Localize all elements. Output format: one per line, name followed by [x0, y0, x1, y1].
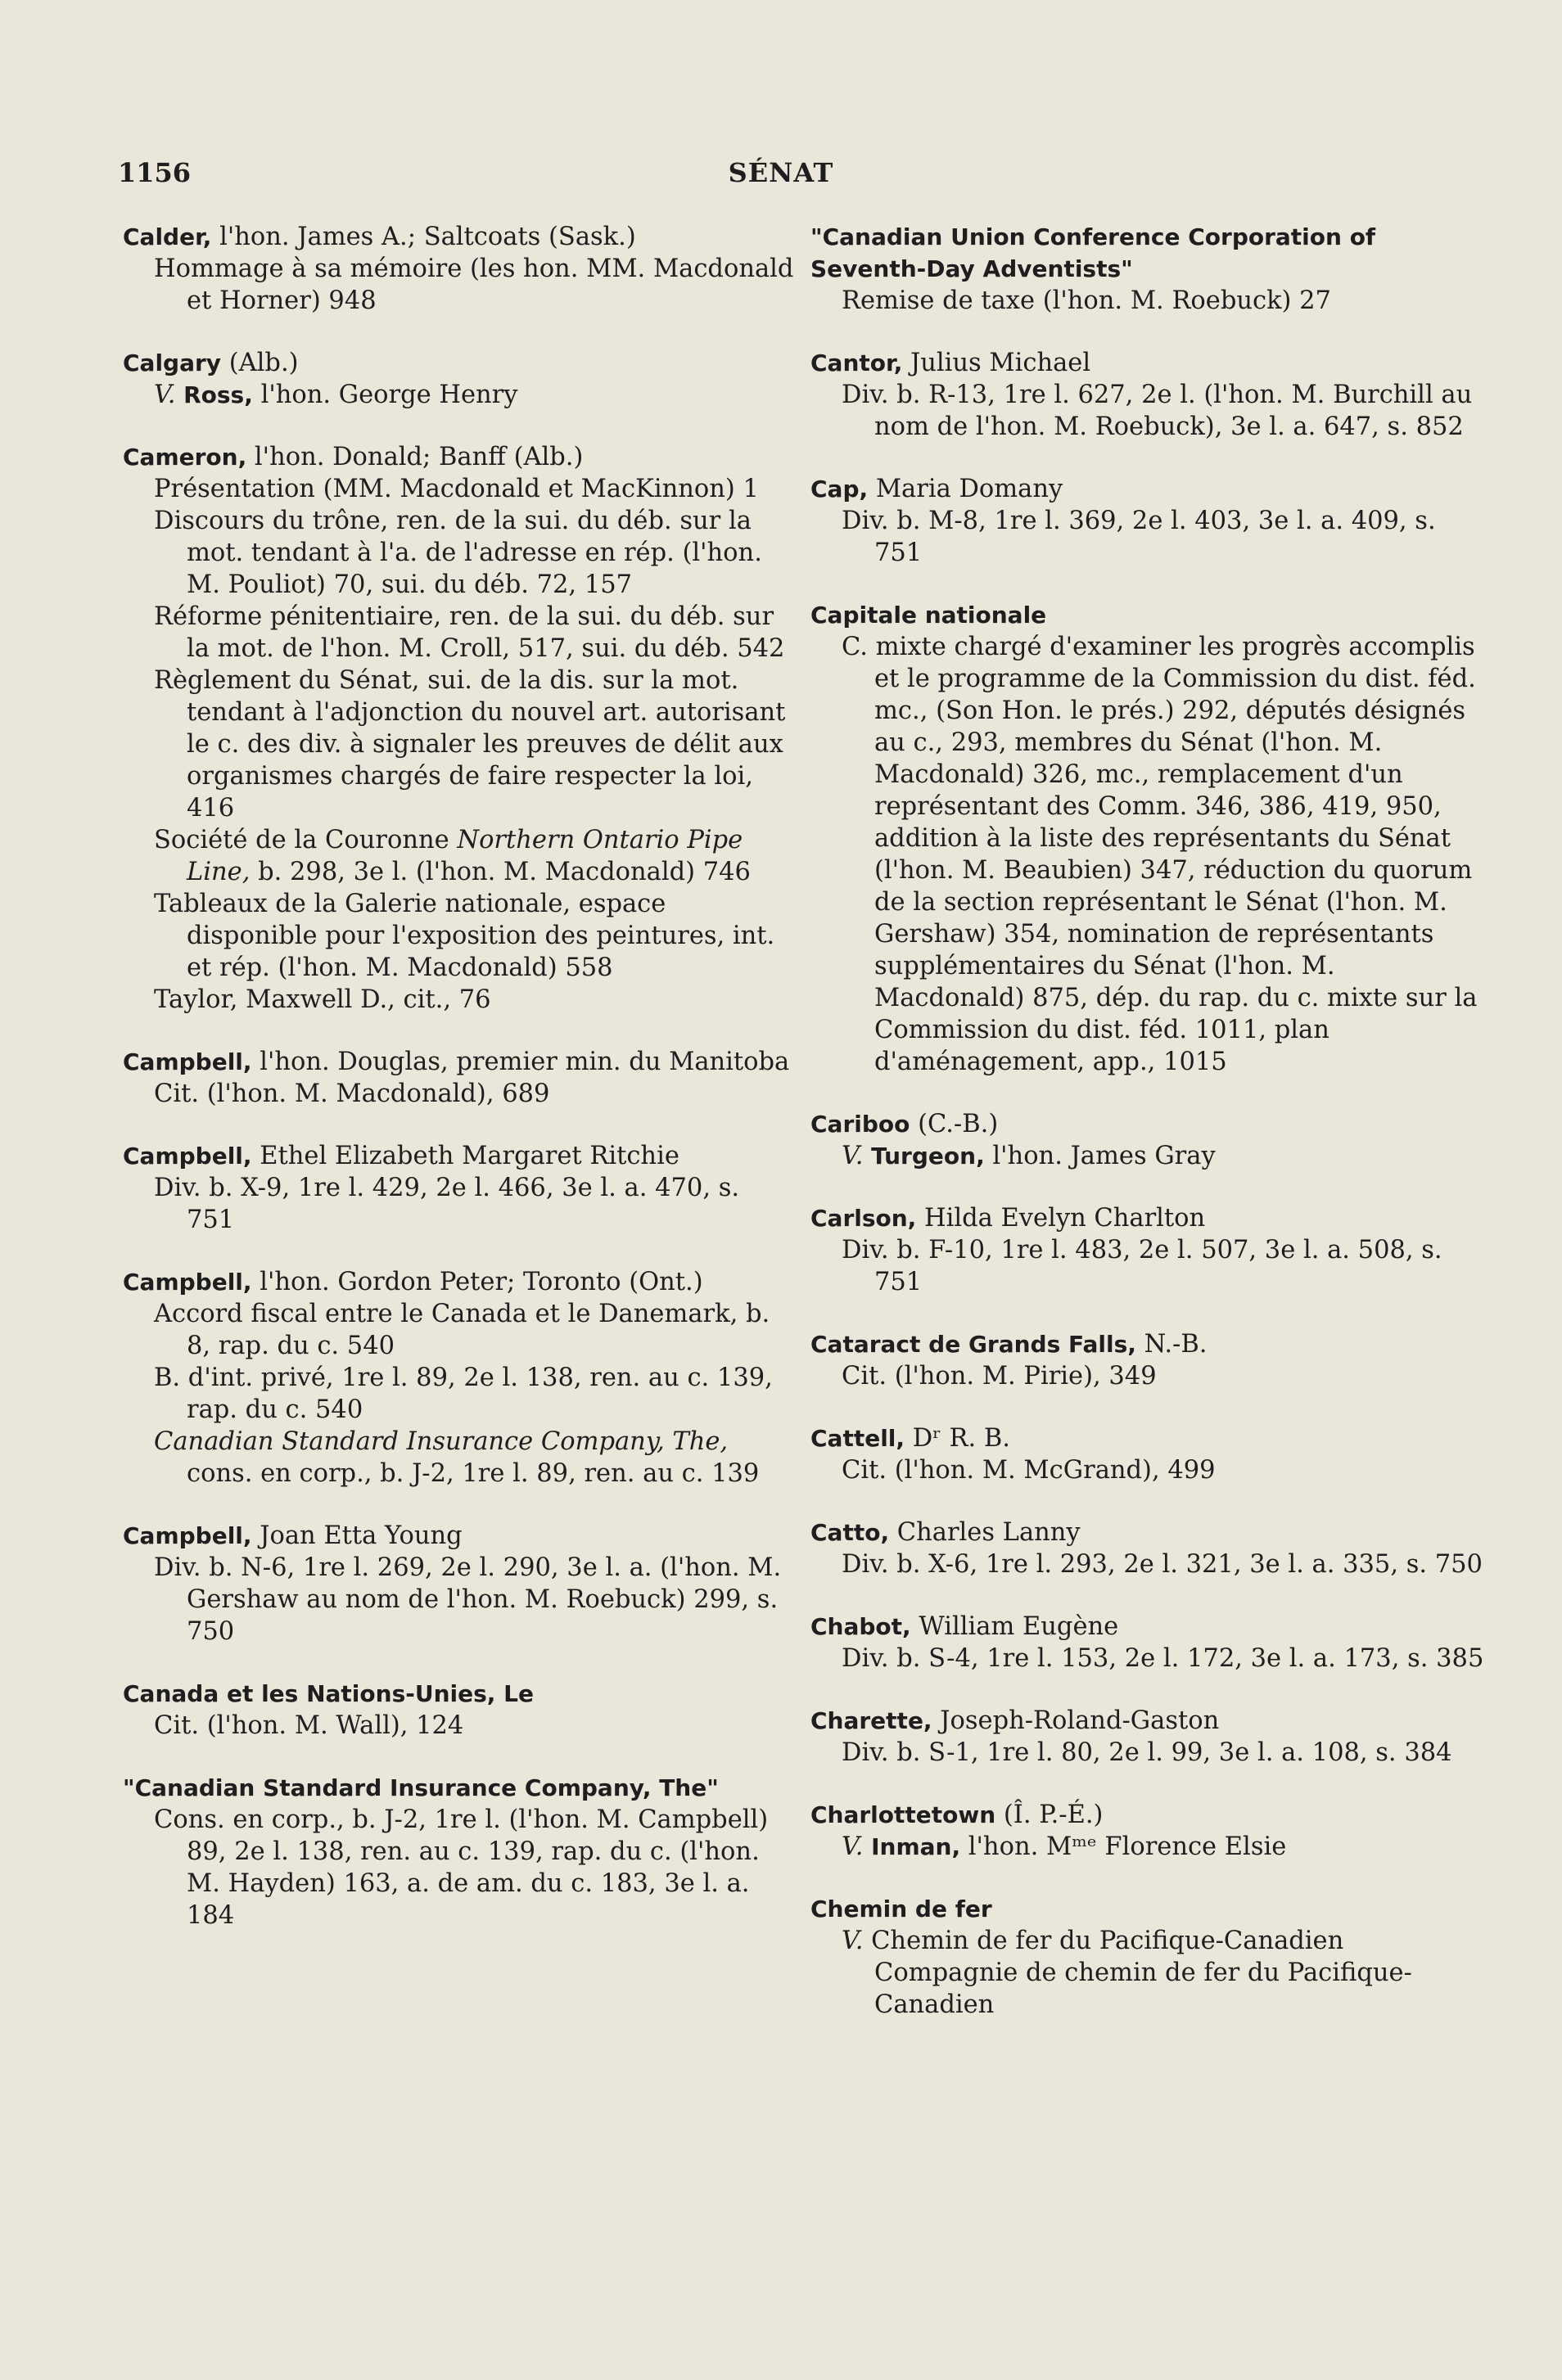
entry-subentry	[810, 1831, 1488, 1863]
entry-headword: Charette,	[810, 1707, 932, 1734]
subentry-text: Taylor, Maxwell D., cit., 76	[154, 985, 491, 1014]
subentry-text: Cit. (l'hon. M. Macdonald), 689	[154, 1080, 550, 1108]
entry-heading	[810, 221, 1488, 285]
entry-subentry	[123, 824, 794, 888]
subentry-text: Div. b. X-9, 1re l. 429, 2e l. 466, 3e l. a. 470, s. 751	[154, 1174, 740, 1234]
subentry-text: Remise de taxe (l'hon. M. Roebuck) 27	[842, 286, 1331, 315]
entry-subentry	[123, 601, 794, 665]
entry-subentry	[123, 888, 794, 984]
entry-heading-detail: l'hon. Donald; Banff (Alb.)	[246, 443, 584, 471]
entry-heading	[123, 1140, 794, 1172]
index-entry	[810, 1108, 1488, 1172]
entry-headword: Calgary	[123, 349, 222, 376]
subentry-text: C. mixte chargé d'examiner les progrès accomplis et le programme de la Commission du dist. féd. mc., (Son Hon. le prés.) 292, députés désignés au c., 293, membres du Sénat (l'hon. M. Macdonald) 326, mc., remplacement d'un représentant des Comm. 346, 386, 419, 950, addition à la liste des représentants du Sénat (l'hon. M. Beaubien) 347, réduction du quorum de la section représentant le Sénat (l'hon. M. Gershaw) 354, nomination de représentants supplémentaires du Sénat (l'hon. M. Macdonald) 875, dép. du rap. du c. mixte sur la Commission du dist. féd. 1011, plan d'aménagement, app., 1015	[842, 633, 1478, 1076]
index-entry	[123, 1266, 794, 1490]
index-column-left	[123, 221, 794, 1962]
entry-heading-detail: Joan Etta Young	[251, 1521, 463, 1550]
index-entry	[123, 1678, 794, 1742]
entry-subentry	[123, 984, 794, 1016]
index-entry	[810, 473, 1488, 569]
index-entry	[810, 1202, 1488, 1298]
entry-subentry	[123, 1078, 794, 1110]
entry-subentry	[810, 1643, 1488, 1675]
subentry-text: Cons. en corp., b. J-2, 1re l. (l'hon. M. Campbell) 89, 2e l. 138, ren. au c. 139, rap. du c. (l'hon. M. Hayden) 163, a. de am. du c. 183, 3e l. a. 184	[154, 1805, 769, 1930]
italic-title: Northern Ontario Pipe Line,	[187, 826, 743, 886]
subentry-text: Div. b. R-13, 1re l. 627, 2e l. (l'hon. M. Burchill au nom de l'hon. M. Roebuck), 3e l. a. 647, s. 852	[842, 381, 1473, 441]
entry-heading	[810, 1799, 1488, 1831]
entry-heading	[810, 1611, 1488, 1643]
entry-heading-detail: Maria Domany	[868, 475, 1063, 503]
entry-headword: Cattell,	[810, 1425, 905, 1452]
subentry-text: l'hon. George Henry	[260, 381, 518, 409]
subentry-text: b. 298, 3e l. (l'hon. M. Macdonald) 746	[258, 858, 751, 886]
entry-heading-detail: Ethel Elizabeth Margaret Ritchie	[251, 1142, 679, 1170]
entry-subentry	[123, 253, 794, 317]
entry-heading	[123, 221, 794, 253]
index-entry	[123, 1140, 794, 1236]
entry-subentry	[123, 1710, 794, 1742]
index-entry	[123, 1046, 794, 1110]
entry-heading	[123, 1046, 794, 1078]
entry-headword: Cap,	[810, 476, 869, 503]
entry-heading	[123, 347, 794, 379]
subentry-text: Div. b. M-8, 1re l. 369, 2e l. 403, 3e l. a. 409, s. 751	[842, 507, 1436, 567]
subentry-text: Hommage à sa mémoire (les hon. MM. Macdonald et Horner) 948	[154, 255, 794, 315]
entry-subentry	[810, 379, 1488, 443]
entry-heading	[123, 441, 794, 473]
entry-subentry	[123, 1804, 794, 1931]
entry-heading	[810, 599, 1488, 631]
entry-subentry	[810, 285, 1488, 317]
subentry-text: Discours du trône, ren. de la sui. du déb. sur la mot. tendant à l'a. de l'adresse en rép. (l'hon. M. Pouliot) 70, sui. du déb. 72, 157	[154, 507, 762, 599]
entry-subentry	[123, 473, 794, 505]
entry-headword: Chabot,	[810, 1613, 911, 1640]
entry-heading-detail: l'hon. James A.; Saltcoats (Sask.)	[211, 223, 636, 251]
entry-heading	[810, 473, 1488, 505]
index-entry	[123, 441, 794, 1016]
index-entry	[123, 1520, 794, 1648]
entry-headword: Campbell,	[123, 1269, 252, 1296]
entry-subentry	[123, 505, 794, 601]
subentry-text: Div. b. F-10, 1re l. 483, 2e l. 507, 3e l. a. 508, s. 751	[842, 1236, 1442, 1296]
entry-heading	[810, 1108, 1488, 1140]
entry-headword: Campbell,	[123, 1522, 252, 1549]
entry-headword: Calder,	[123, 223, 212, 250]
entry-headword: Carlson,	[810, 1205, 917, 1232]
entry-headword: Cariboo	[810, 1111, 910, 1138]
entry-headword: Cantor,	[810, 349, 903, 376]
cross-ref-name: Inman,	[871, 1833, 961, 1860]
entry-subentry	[123, 1552, 794, 1648]
entry-heading-detail: Joseph-Roland-Gaston	[932, 1706, 1220, 1735]
entry-heading	[810, 1517, 1488, 1548]
entry-heading-detail: Hilda Evelyn Charlton	[916, 1204, 1206, 1233]
entry-subentry	[123, 379, 794, 411]
entry-headword: "Canadian Union Conference Corporation of Seventh-Day Adventists"	[810, 223, 1376, 282]
subentry-text: Cit. (l'hon. M. Pirie), 349	[842, 1362, 1157, 1391]
subentry-prefix: Société de la Couronne	[154, 826, 458, 854]
index-entry	[810, 1893, 1488, 2021]
index-entry	[810, 1422, 1488, 1486]
subentry-text: Tableaux de la Galerie nationale, espace disponible pour l'exposition des peintures, int. et rép. (l'hon. M. Macdonald) 558	[154, 890, 775, 982]
entry-heading	[123, 1520, 794, 1552]
entry-subentry	[810, 505, 1488, 569]
entry-subentry	[123, 1362, 794, 1426]
index-entry	[810, 347, 1488, 443]
index-entry	[810, 1517, 1488, 1580]
entry-headword: Cameron,	[123, 444, 247, 471]
entry-subentry	[810, 1925, 1488, 2021]
entry-heading-detail: William Eugène	[910, 1612, 1119, 1641]
entry-headword: Charlottetown	[810, 1801, 996, 1828]
entry-subentry	[810, 1140, 1488, 1172]
entry-subentry	[810, 1360, 1488, 1392]
subentry-text: B. d'int. privé, 1re l. 89, 2e l. 138, ren. au c. 139, rap. du c. 540	[154, 1364, 773, 1424]
entry-headword: Catto,	[810, 1519, 890, 1546]
entry-headword: Campbell,	[123, 1048, 252, 1075]
index-entry	[123, 1772, 794, 1931]
entry-heading-detail: N.-B.	[1135, 1330, 1208, 1359]
index-column-right	[810, 221, 1488, 2051]
see-reference: V.	[154, 381, 176, 409]
subentry-text: Div. b. S-4, 1re l. 153, 2e l. 172, 3e l. a. 173, s. 385	[842, 1644, 1484, 1673]
entry-heading	[123, 1678, 794, 1710]
subentry-text: Chemin de fer du Pacifique-Canadien Compagnie de chemin de fer du Pacifique-Canadien	[871, 1927, 1412, 2019]
entry-heading-detail: l'hon. Douglas, premier min. du Manitoba	[251, 1048, 790, 1076]
entry-heading-detail: (Î. P.-É.)	[995, 1801, 1104, 1829]
subentry-text: Présentation (MM. Macdonald et MacKinnon) 1	[154, 475, 759, 503]
entry-heading	[810, 1705, 1488, 1737]
entry-headword: Canada et les Nations-Unies, Le	[123, 1680, 534, 1707]
subentry-text: Cit. (l'hon. M. McGrand), 499	[842, 1456, 1216, 1485]
page-number: 1156	[118, 157, 192, 188]
index-entry	[810, 1705, 1488, 1769]
subentry-text: Règlement du Sénat, sui. de la dis. sur la mot. tendant à l'adjonction du nouvel art. autorisant le c. des div. à signaler les preuves de délit aux organismes chargés de faire respecter la loi, 416	[154, 666, 786, 823]
running-head: SÉNAT	[728, 157, 834, 188]
entry-headword: "Canadian Standard Insurance Company, The"	[123, 1774, 719, 1801]
see-reference: V.	[842, 1927, 864, 1955]
index-entry	[810, 221, 1488, 317]
entry-subentry	[810, 1737, 1488, 1769]
subentry-text: cons. en corp., b. J-2, 1re l. 89, ren. au c. 139	[187, 1459, 760, 1488]
entry-subentry	[123, 1172, 794, 1236]
see-reference: V.	[842, 1142, 864, 1170]
see-reference: V.	[842, 1832, 864, 1861]
index-entry	[810, 599, 1488, 1078]
index-entry	[123, 221, 794, 317]
subentry-text: l'hon. James Gray	[992, 1142, 1216, 1170]
cross-ref-name: Ross,	[183, 381, 253, 408]
entry-heading	[123, 1772, 794, 1804]
subentry-text: Réforme pénitentiaire, ren. de la sui. du déb. sur la mot. de l'hon. M. Croll, 517, sui. du déb. 542	[154, 602, 785, 663]
entry-headword: Capitale nationale	[810, 602, 1047, 629]
index-entry	[810, 1328, 1488, 1392]
entry-subentry	[810, 1548, 1488, 1580]
entry-heading-detail: (C.-B.)	[910, 1110, 999, 1138]
subentry-text: Div. b. S-1, 1re l. 80, 2e l. 99, 3e l. a. 108, s. 384	[842, 1738, 1452, 1767]
entry-heading-detail: Julius Michael	[902, 349, 1091, 377]
entry-subentry	[810, 631, 1488, 1078]
entry-subentry	[810, 1234, 1488, 1298]
entry-heading-detail: l'hon. Gordon Peter; Toronto (Ont.)	[251, 1268, 703, 1296]
entry-heading	[810, 1202, 1488, 1234]
entry-subentry	[123, 1426, 794, 1490]
entry-headword: Campbell,	[123, 1143, 252, 1170]
entry-heading-detail: (Alb.)	[221, 349, 299, 377]
subentry-text: Div. b. N-6, 1re l. 269, 2e l. 290, 3e l. a. (l'hon. M. Gershaw au nom de l'hon. M. Roebuck) 299, s. 750	[154, 1553, 782, 1646]
entry-subentry	[123, 665, 794, 824]
subentry-text: Accord fiscal entre le Canada et le Danemark, b. 8, rap. du c. 540	[154, 1300, 770, 1360]
entry-heading	[810, 1893, 1488, 1925]
italic-title: Canadian Standard Insurance Company, The,	[154, 1427, 729, 1456]
subentry-text: Cit. (l'hon. M. Wall), 124	[154, 1711, 464, 1740]
subentry-text: l'hon. Mᵐᵉ Florence Elsie	[968, 1832, 1287, 1861]
cross-ref-name: Turgeon,	[871, 1143, 985, 1170]
entry-headword: Cataract de Grands Falls,	[810, 1331, 1136, 1358]
entry-heading	[810, 347, 1488, 379]
index-entry	[810, 1799, 1488, 1863]
index-entry	[810, 1611, 1488, 1675]
entry-heading	[810, 1328, 1488, 1360]
subentry-text: Div. b. X-6, 1re l. 293, 2e l. 321, 3e l. a. 335, s. 750	[842, 1550, 1483, 1579]
entry-headword: Chemin de fer	[810, 1895, 992, 1922]
entry-heading	[123, 1266, 794, 1298]
entry-heading-detail: Charles Lanny	[889, 1518, 1081, 1547]
entry-heading	[810, 1422, 1488, 1454]
index-entry	[123, 347, 794, 411]
entry-subentry	[123, 1298, 794, 1362]
entry-heading-detail: Dʳ R. B.	[905, 1424, 1010, 1453]
entry-subentry	[810, 1454, 1488, 1486]
